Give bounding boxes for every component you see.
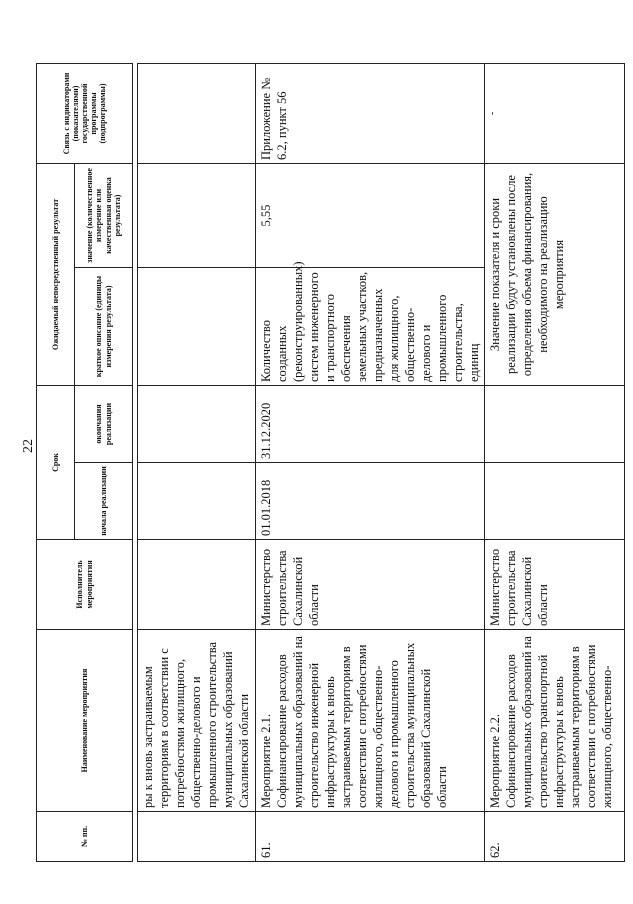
- row-link: Приложение № 6.2, пункт 56: [256, 64, 485, 164]
- header-executor: Исполнитель мероприятия: [37, 540, 133, 630]
- row-start: [138, 463, 256, 540]
- row-end: 31.12.2020: [256, 386, 485, 463]
- row-executor: Министерство строительства Сахалинской области: [256, 540, 485, 630]
- table-row: [485, 64, 625, 862]
- header-start: начала реализации: [75, 463, 133, 540]
- header-result: Ожидаемый непосредственный результат: [37, 164, 75, 386]
- header-result-value: значение (количественное измерение или качественная оценка результата): [75, 164, 133, 268]
- row-result-value: 5,55: [256, 164, 485, 268]
- row-executor: Министерство строительства Сахалинской области: [485, 540, 625, 630]
- row-name: Мероприятие 2.1. Софинансирование расходов муниципальных образований на строительство инженерной инфраструктуры к вновь застраиваемым территориям в соответствии с потребностями жилищного, общественно-делового и промышленного строительства муниципальных образований Сахалинской области: [256, 630, 485, 812]
- row-result-desc: Значение показателя и сроки реализации будут установлены после определения объема финансирования, необходимого на реализацию мероприятия: [485, 164, 625, 386]
- header-term: Срок: [37, 386, 75, 540]
- row-link: [138, 64, 256, 164]
- measures-table: [36, 63, 625, 862]
- row-result-desc: Количество созданных (реконструированных) систем инженерного и транспортного обеспечения земельных участков, предназначенных для жилищного, общественно-делового и промышленного строительства, единиц: [256, 268, 485, 386]
- row-name: Мероприятие 2.2. Софинансирование расходов муниципальных образований на строительство транспортной инфраструктуры к вновь застраиваемым территориям в соответствии с потребностями жилищного, общественно-: [485, 630, 625, 812]
- row-start: [485, 463, 625, 540]
- table-row: [256, 64, 485, 862]
- rotated-table-container: [36, 64, 616, 862]
- header-name: Наименование мероприятия: [37, 630, 133, 812]
- table-row: [138, 64, 256, 862]
- header-end: окончания реализации: [75, 386, 133, 463]
- row-start: 01.01.2018: [256, 463, 485, 540]
- header-num: № пп.: [37, 812, 133, 862]
- row-end: [138, 386, 256, 463]
- page-number: 22: [21, 439, 36, 453]
- row-link: -: [485, 64, 625, 164]
- header-link: Связь с индикаторами (показателями) государственной программы (подпрограммы): [37, 64, 133, 164]
- row-num: 62.: [485, 812, 625, 862]
- row-result-value: [138, 164, 256, 268]
- row-name: ры к вновь застраиваемым территориям в соответствии с потребностями жилищного, общественно-делового и промышленного строительства муниципальных образований Сахалинской области: [138, 630, 256, 812]
- row-num: 61.: [256, 812, 485, 862]
- row-end: [485, 386, 625, 463]
- row-executor: [138, 540, 256, 630]
- header-result-desc: краткое описание (единицы измерения результата): [75, 268, 133, 386]
- row-result-desc: [138, 268, 256, 386]
- header-row-1: [37, 64, 75, 862]
- row-num: [138, 812, 256, 862]
